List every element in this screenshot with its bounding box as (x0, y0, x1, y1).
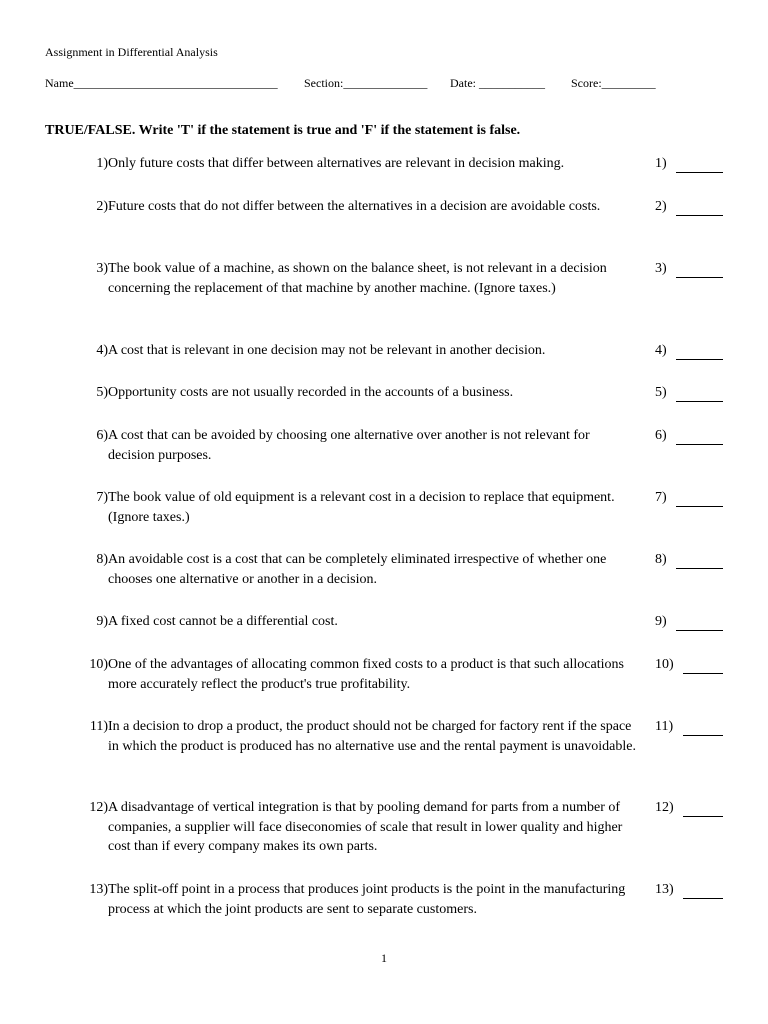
answer-label: 4) (655, 343, 667, 358)
answer-label: 3) (655, 261, 667, 276)
answer-blank[interactable] (676, 277, 723, 278)
question-text: A cost that can be avoided by choosing one alternative over another is not relevant for decision purposes. (108, 428, 590, 463)
question-number: 11) (89, 719, 108, 734)
score-field[interactable]: Score:_________ (571, 76, 656, 90)
answer-blank[interactable] (683, 735, 723, 736)
answer-blank[interactable] (676, 444, 723, 445)
answer-blank[interactable] (676, 630, 723, 631)
question-text: An avoidable cost is a cost that can be completely eliminated irrespective of whether one chooses one alternative or another in a decision. (108, 552, 607, 587)
page-number: 1 (381, 951, 387, 965)
answer-blank[interactable] (676, 359, 723, 360)
answer-blank[interactable] (676, 568, 723, 569)
answer-label: 8) (655, 552, 667, 567)
answer-blank[interactable] (683, 673, 723, 674)
question-number: 4) (96, 343, 108, 358)
answer-label: 7) (655, 490, 667, 505)
question-number: 3) (96, 261, 108, 276)
question-number: 9) (96, 614, 108, 629)
section-field[interactable]: Section:______________ (304, 76, 428, 90)
question-text: A cost that is relevant in one decision may not be relevant in another decision. (108, 343, 546, 358)
question-number: 7) (96, 490, 108, 505)
answer-label: 5) (655, 385, 667, 400)
instructions: TRUE/FALSE. Write 'T' if the statement is true and 'F' if the statement is false. (45, 123, 521, 138)
question-number: 6) (96, 428, 108, 443)
question-text: Future costs that do not differ between the alternatives in a decision are avoidable costs. (108, 199, 601, 214)
document-title: Assignment in Differential Analysis (45, 45, 218, 59)
answer-blank[interactable] (676, 506, 723, 507)
question-number: 13) (89, 882, 108, 897)
question-text: A disadvantage of vertical integration is that by pooling demand for parts from a number of companies, a supplier will face diseconomies of scale that result in lower quality and higher cost than if every company makes its own parts. (108, 800, 623, 854)
answer-blank[interactable] (676, 172, 723, 173)
answer-label: 13) (655, 882, 674, 897)
answer-label: 6) (655, 428, 667, 443)
question-text: The split-off point in a process that produces joint products is the point in the manufacturing process at which the joint products are sent to separate customers. (108, 882, 626, 917)
answer-label: 9) (655, 614, 667, 629)
question-text: Opportunity costs are not usually recorded in the accounts of a business. (108, 385, 514, 400)
answer-blank[interactable] (683, 816, 723, 817)
question-text: Only future costs that differ between alternatives are relevant in decision making. (108, 156, 565, 171)
name-field[interactable]: Name__________________________________ (45, 76, 278, 90)
question-number: 8) (96, 552, 108, 567)
question-number: 12) (89, 800, 108, 815)
answer-blank[interactable] (676, 215, 723, 216)
answer-blank[interactable] (676, 401, 723, 402)
question-text: One of the advantages of allocating common fixed costs to a product is that such allocations more accurately reflect the product's true profitability. (108, 657, 624, 692)
question-number: 5) (96, 385, 108, 400)
answer-label: 12) (655, 800, 674, 815)
question-number: 1) (96, 156, 108, 171)
question-text: In a decision to drop a product, the product should not be charged for factory rent if the space in which the product is produced has no alternative use and the rental payment is unavoidable. (108, 719, 636, 754)
question-text: The book value of old equipment is a relevant cost in a decision to replace that equipment. (Ignore taxes.) (108, 490, 615, 525)
question-number: 2) (96, 199, 108, 214)
answer-label: 1) (655, 156, 667, 171)
answer-label: 10) (655, 657, 674, 672)
question-number: 10) (89, 657, 108, 672)
answer-label: 2) (655, 199, 667, 214)
answer-label: 11) (655, 719, 674, 734)
question-text: A fixed cost cannot be a differential cost. (108, 614, 338, 629)
answer-blank[interactable] (683, 898, 723, 899)
date-field[interactable]: Date: ___________ (450, 76, 545, 90)
question-text: The book value of a machine, as shown on the balance sheet, is not relevant in a decision concerning the replacement of that machine by another machine. (Ignore taxes.) (108, 261, 607, 296)
